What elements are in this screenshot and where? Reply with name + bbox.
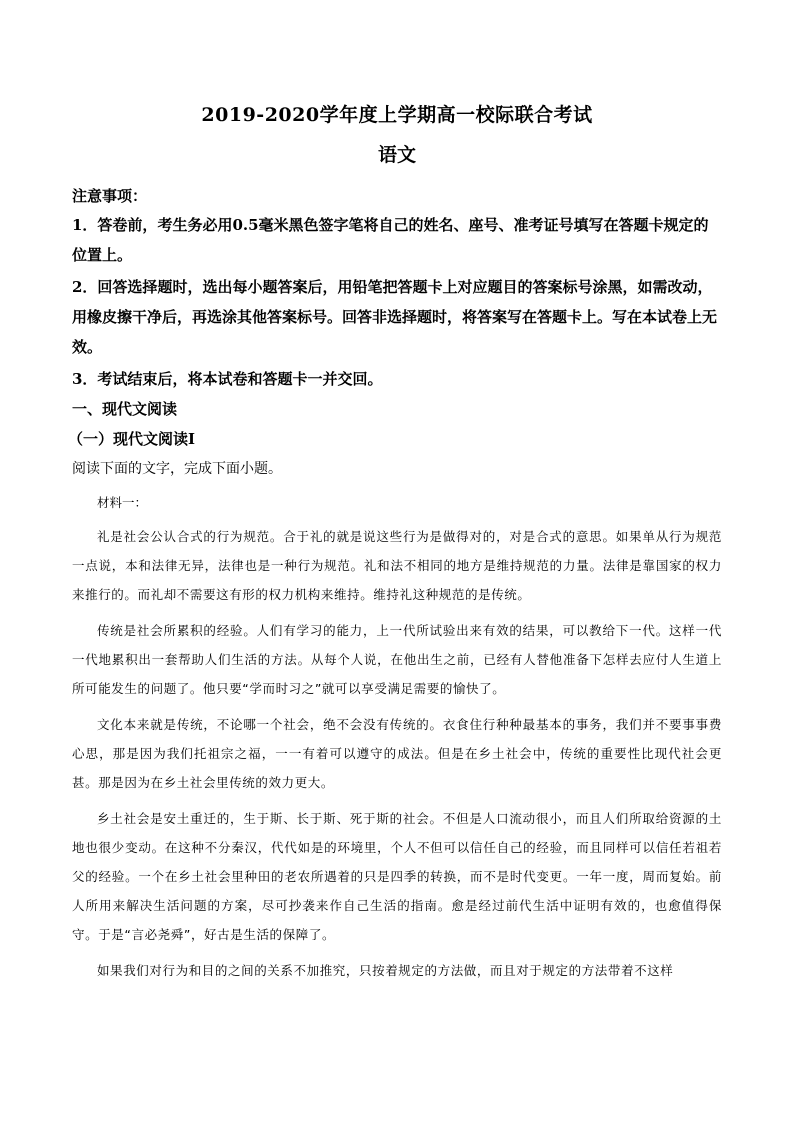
notice-heading: 注意事项：: [72, 187, 148, 205]
passage-paragraph: 文化本来就是传统，不论哪一个社会，绝不会没有传统的。衣食住行种种最基本的事务，我们并不要事事费心思，那是因为我们托祖宗之福，一一有着可以遵守的成法。但是在乡土社会中，传统的重要性比现代社会更甚。那是因为在乡土社会里传统的效力更大。: [72, 717, 722, 790]
reading-instruction: 阅读下面的文字，完成下面小题。: [72, 461, 282, 477]
notice-item-3: 3．考试结束后，将本试卷和答题卡一并交回。: [72, 370, 383, 388]
subject-title: 语文: [377, 144, 416, 166]
section-title: 一、现代文阅读: [72, 400, 178, 418]
notice-item-1: 1．答卷前，考生务必用0.5毫米黑色签字笔将自己的姓名、座号、准考证号填写在答题卡规定的位置上。: [72, 216, 709, 264]
passage-paragraph: 传统是社会所累积的经验。人们有学习的能力，上一代所试验出来有效的结果，可以教给下一代。这样一代一代地累积出一套帮助人们生活的方法。从每个人说，在他出生之前，已经有人替他准备下怎样去应付人生道上所可能发生的问题了。他只要“学而时习之”就可以享受满足需要的愉快了。: [72, 623, 722, 696]
passage-paragraph: 礼是社会公认合式的行为规范。合于礼的就是说这些行为是做得对的，对是合式的意思。如果单从行为规范一点说，本和法律无异，法律也是一种行为规范。礼和法不相同的地方是维持规范的力量。法律是靠国家的权力来推行的。而礼却不需要这有形的权力机构来维持。维持礼这种规范的是传统。: [72, 529, 722, 602]
sub-section-title: （一）现代文阅读Ⅰ: [68, 430, 196, 448]
exam-page: [68, 100, 722, 992]
notice-item-2: 2．回答选择题时，选出每小题答案后，用铅笔把答题卡上对应题目的答案标号涂黑，如需改动，用橡皮擦干净后，再选涂其他答案标号。回答非选择题时，将答案写在答题卡上。写在本试卷上无效。: [72, 278, 718, 356]
passage-paragraph: 如果我们对行为和目的之间的关系不加推究，只按着规定的方法做，而且对于规定的方法带着不这样: [97, 963, 674, 978]
passage-paragraph: 乡土社会是安土重迁的，生于斯、长于斯、死于斯的社会。不但是人口流动很小，而且人们所取给资源的土地也很少变动。在这种不分秦汉，代代如是的环境里，个人不但可以信任自己的经验，而且同样可以信任若祖若父的经验。一个在乡土社会里种田的老农所遇着的只是四季的转换，而不是时代变更。一年一度，周而复始。前人所用来解决生活问题的方案，尽可抄袭来作自己生活的指南。愈是经过前代生活中证明有效的，也愈值得保守。于是“言必尧舜”，好古是生活的保障了。: [72, 811, 722, 942]
exam-title: 2019-2020学年度上学期高一校际联合考试: [201, 104, 593, 126]
material-label: 材料一：: [97, 495, 148, 510]
